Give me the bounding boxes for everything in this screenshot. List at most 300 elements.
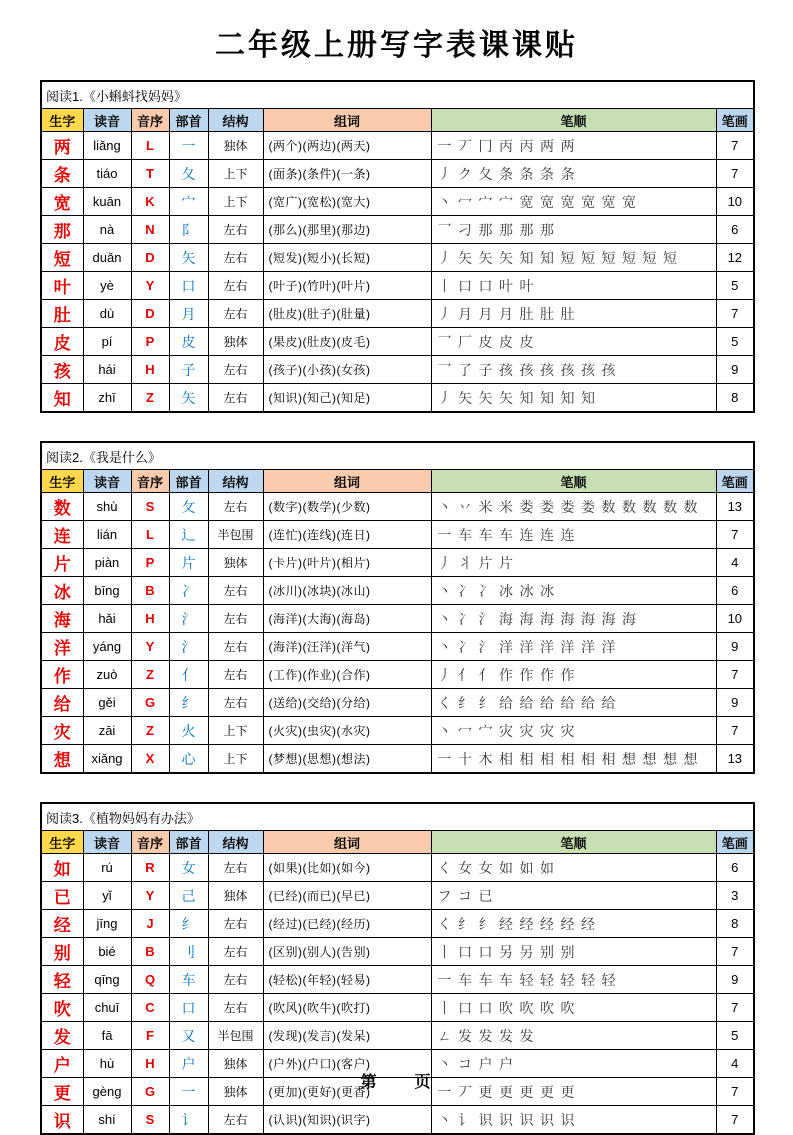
cell-words: (冰川)(冰块)(冰山) [263,577,431,605]
cell-radical: 女 [169,854,208,882]
cell-radical: 口 [169,272,208,300]
cell-radical: 氵 [169,633,208,661]
cell-count: 9 [716,356,754,384]
cell-initial: J [131,910,169,938]
cell-count: 7 [716,160,754,188]
cell-pinyin: hǎi [83,605,131,633]
cell-radical: 户 [169,1050,208,1078]
cell-radical: 纟 [169,689,208,717]
cell-words: (叶子)(竹叶)(叶片) [263,272,431,300]
cell-words: (火灾)(虫灾)(水灾) [263,717,431,745]
cell-count: 9 [716,966,754,994]
cell-structure: 左右 [208,272,263,300]
cell-char: 海 [41,605,83,633]
cell-strokes: 丶 コ 户 户 [431,1050,716,1078]
col-header-words: 组词 [263,109,431,132]
cell-radical: 子 [169,356,208,384]
table-row [41,605,754,633]
table-row [41,910,754,938]
cell-structure: 左右 [208,938,263,966]
table-row [41,132,754,160]
col-header-char: 生字 [41,109,83,132]
cell-count: 7 [716,717,754,745]
cell-radical: 攵 [169,493,208,521]
cell-initial: Y [131,633,169,661]
cell-radical: 纟 [169,910,208,938]
cell-initial: Z [131,717,169,745]
cell-strokes: 丨 口 口 吹 吹 吹 吹 [431,994,716,1022]
cell-count: 8 [716,384,754,413]
cell-count: 10 [716,188,754,216]
cell-char: 宽 [41,188,83,216]
cell-strokes: く 纟 纟 经 经 经 经 经 [431,910,716,938]
cell-words: (宽广)(宽松)(宽大) [263,188,431,216]
cell-strokes: 丿 ク 夂 条 条 条 条 [431,160,716,188]
cell-structure: 左右 [208,605,263,633]
table-row [41,549,754,577]
cell-structure: 上下 [208,160,263,188]
table-row [41,854,754,882]
cell-words: (面条)(条件)(一条) [263,160,431,188]
cell-radical: 月 [169,300,208,328]
cell-strokes: 乛 厂 皮 皮 皮 [431,328,716,356]
cell-initial: B [131,577,169,605]
cell-words: (认识)(知识)(识字) [263,1106,431,1135]
cell-structure: 左右 [208,910,263,938]
cell-words: (短发)(短小)(长短) [263,244,431,272]
page-title: 二年级上册写字表课课贴 [215,29,578,62]
cell-strokes: 丶 冖 宀 宀 宽 宽 宽 宽 宽 宽 [431,188,716,216]
table-row [41,1022,754,1050]
cell-structure: 左右 [208,661,263,689]
cell-pinyin: xiǎng [83,745,131,774]
cell-initial: Z [131,384,169,413]
cell-strokes: 丶 丷 米 米 娄 娄 娄 娄 数 数 数 数 数 [431,493,716,521]
cell-structure: 左右 [208,493,263,521]
cell-pinyin: yè [83,272,131,300]
cell-structure: 左右 [208,216,263,244]
cell-pinyin: kuān [83,188,131,216]
cell-structure: 左右 [208,689,263,717]
cell-radical: 己 [169,882,208,910]
cell-strokes: 丿 亻 亻 作 作 作 作 [431,661,716,689]
tables-container [0,80,793,1135]
cell-words: (吹风)(吹牛)(吹打) [263,994,431,1022]
cell-char: 孩 [41,356,83,384]
cell-words: (知识)(知己)(知足) [263,384,431,413]
cell-words: (那么)(那里)(那边) [263,216,431,244]
caption-row [41,81,754,109]
cell-initial: F [131,1022,169,1050]
cell-pinyin: zāi [83,717,131,745]
col-header-count: 笔画 [716,831,754,854]
cell-radical: 一 [169,132,208,160]
col-header-strokes: 笔顺 [431,831,716,854]
cell-pinyin: jīng [83,910,131,938]
col-header-structure: 结构 [208,109,263,132]
cell-structure: 左右 [208,244,263,272]
cell-strokes: 丿 丬 片 片 [431,549,716,577]
cell-radical: 阝 [169,216,208,244]
cell-words: (肚皮)(肚子)(肚量) [263,300,431,328]
caption-row [41,803,754,831]
cell-structure: 上下 [208,188,263,216]
cell-strokes: 丿 矢 矢 矢 知 知 短 短 短 短 短 短 [431,244,716,272]
cell-count: 7 [716,300,754,328]
table-row [41,216,754,244]
cell-radical: 一 [169,1078,208,1106]
cell-strokes: 乛 刁 那 那 那 那 [431,216,716,244]
cell-structure: 左右 [208,633,263,661]
cell-count: 6 [716,216,754,244]
cell-initial: H [131,356,169,384]
cell-pinyin: rú [83,854,131,882]
cell-initial: P [131,328,169,356]
cell-count: 7 [716,1078,754,1106]
cell-structure: 上下 [208,717,263,745]
cell-pinyin: qīng [83,966,131,994]
header-row [41,470,754,493]
cell-strokes: フ コ 已 [431,882,716,910]
cell-words: (户外)(户口)(客户) [263,1050,431,1078]
cell-char: 肚 [41,300,83,328]
table-row [41,300,754,328]
col-header-pinyin: 读音 [83,109,131,132]
cell-char: 数 [41,493,83,521]
cell-strokes: ㄥ 发 发 发 发 [431,1022,716,1050]
cell-count: 7 [716,521,754,549]
cell-radical: 火 [169,717,208,745]
cell-pinyin: bīng [83,577,131,605]
col-header-structure: 结构 [208,470,263,493]
cell-char: 作 [41,661,83,689]
cell-structure: 左右 [208,300,263,328]
cell-words: (梦想)(思想)(想法) [263,745,431,774]
col-header-pinyin: 读音 [83,470,131,493]
cell-structure: 独体 [208,549,263,577]
caption-row [41,442,754,470]
cell-structure: 半包围 [208,1022,263,1050]
cell-char: 已 [41,882,83,910]
cell-count: 9 [716,633,754,661]
cell-pinyin: yáng [83,633,131,661]
table-row [41,938,754,966]
cell-structure: 独体 [208,882,263,910]
cell-char: 知 [41,384,83,413]
cell-structure: 独体 [208,328,263,356]
cell-strokes: 一 车 车 车 连 连 连 [431,521,716,549]
col-header-char: 生字 [41,831,83,854]
cell-initial: T [131,160,169,188]
cell-count: 4 [716,549,754,577]
cell-count: 6 [716,854,754,882]
cell-count: 4 [716,1050,754,1078]
table-caption: 阅读3.《植物妈妈有办法》 [41,803,754,831]
cell-initial: R [131,854,169,882]
cell-count: 5 [716,1022,754,1050]
cell-structure: 左右 [208,384,263,413]
col-header-pinyin: 读音 [83,831,131,854]
cell-char: 灾 [41,717,83,745]
cell-pinyin: gèng [83,1078,131,1106]
table-caption: 阅读1.《小蝌蚪找妈妈》 [41,81,754,109]
table-row [41,966,754,994]
cell-count: 5 [716,328,754,356]
col-header-words: 组词 [263,470,431,493]
cell-pinyin: lián [83,521,131,549]
cell-radical: 矢 [169,244,208,272]
cell-strokes: く 纟 纟 给 给 给 给 给 给 [431,689,716,717]
cell-words: (更加)(更好)(更香) [263,1078,431,1106]
cell-initial: K [131,188,169,216]
cell-initial: Y [131,272,169,300]
cell-char: 想 [41,745,83,774]
cell-words: (海洋)(大海)(海岛) [263,605,431,633]
col-header-strokes: 笔顺 [431,470,716,493]
cell-count: 10 [716,605,754,633]
col-header-count: 笔画 [716,109,754,132]
col-header-strokes: 笔顺 [431,109,716,132]
table-row [41,521,754,549]
cell-initial: H [131,605,169,633]
header-row [41,831,754,854]
cell-char: 叶 [41,272,83,300]
reading-table-1 [40,80,755,413]
cell-initial: S [131,493,169,521]
cell-pinyin: gěi [83,689,131,717]
cell-count: 3 [716,882,754,910]
cell-words: (果皮)(肚皮)(皮毛) [263,328,431,356]
cell-words: (数字)(数学)(少数) [263,493,431,521]
cell-radical: 氵 [169,605,208,633]
table-row [41,689,754,717]
cell-count: 12 [716,244,754,272]
cell-words: (孩子)(小孩)(女孩) [263,356,431,384]
cell-strokes: 一 丆 冂 丙 丙 两 两 [431,132,716,160]
cell-count: 7 [716,994,754,1022]
cell-strokes: 丶 冫 氵 海 海 海 海 海 海 海 [431,605,716,633]
cell-strokes: 丿 矢 矢 矢 知 知 知 知 [431,384,716,413]
cell-strokes: く 女 女 如 如 如 [431,854,716,882]
cell-count: 7 [716,661,754,689]
col-header-radical: 部首 [169,109,208,132]
cell-char: 给 [41,689,83,717]
table-row [41,160,754,188]
cell-pinyin: bié [83,938,131,966]
cell-structure: 左右 [208,966,263,994]
cell-structure: 左右 [208,577,263,605]
cell-count: 7 [716,938,754,966]
cell-initial: Z [131,661,169,689]
cell-pinyin: hù [83,1050,131,1078]
cell-structure: 半包围 [208,521,263,549]
cell-pinyin: fā [83,1022,131,1050]
cell-char: 户 [41,1050,83,1078]
cell-initial: L [131,132,169,160]
cell-initial: H [131,1050,169,1078]
table-row [41,882,754,910]
cell-words: (经过)(已经)(经历) [263,910,431,938]
cell-initial: P [131,549,169,577]
cell-structure: 独体 [208,1078,263,1106]
header-row [41,109,754,132]
cell-pinyin: duǎn [83,244,131,272]
cell-count: 5 [716,272,754,300]
table-row [41,661,754,689]
cell-char: 片 [41,549,83,577]
table-row [41,633,754,661]
cell-radical: 矢 [169,384,208,413]
cell-strokes: 丨 口 口 叶 叶 [431,272,716,300]
cell-radical: 冫 [169,577,208,605]
cell-pinyin: zuò [83,661,131,689]
col-header-radical: 部首 [169,470,208,493]
cell-char: 发 [41,1022,83,1050]
cell-pinyin: zhī [83,384,131,413]
cell-initial: N [131,216,169,244]
cell-pinyin: shù [83,493,131,521]
cell-words: (两个)(两边)(两天) [263,132,431,160]
cell-initial: D [131,300,169,328]
table-row [41,493,754,521]
cell-pinyin: yǐ [83,882,131,910]
cell-radical: 夂 [169,160,208,188]
cell-radical: 辶 [169,521,208,549]
cell-count: 7 [716,1106,754,1135]
table-row [41,244,754,272]
cell-pinyin: liǎng [83,132,131,160]
cell-structure: 左右 [208,994,263,1022]
cell-structure: 上下 [208,745,263,774]
cell-pinyin: dù [83,300,131,328]
cell-char: 两 [41,132,83,160]
cell-words: (连忙)(连线)(连日) [263,521,431,549]
cell-words: (卡片)(叶片)(相片) [263,549,431,577]
cell-char: 如 [41,854,83,882]
cell-radical: 片 [169,549,208,577]
cell-count: 6 [716,577,754,605]
cell-char: 洋 [41,633,83,661]
cell-strokes: 乛 了 子 孩 孩 孩 孩 孩 孩 [431,356,716,384]
cell-initial: X [131,745,169,774]
col-header-words: 组词 [263,831,431,854]
cell-words: (工作)(作业)(合作) [263,661,431,689]
cell-count: 8 [716,910,754,938]
cell-strokes: 丨 口 口 另 另 别 别 [431,938,716,966]
cell-initial: G [131,689,169,717]
cell-count: 9 [716,689,754,717]
cell-radical: 刂 [169,938,208,966]
table-row [41,384,754,413]
cell-initial: L [131,521,169,549]
cell-strokes: 丶 冖 宀 灾 灾 灾 灾 [431,717,716,745]
col-header-initial: 音序 [131,109,169,132]
cell-initial: D [131,244,169,272]
cell-char: 更 [41,1078,83,1106]
cell-char: 吹 [41,994,83,1022]
cell-words: (轻松)(年轻)(轻易) [263,966,431,994]
cell-char: 识 [41,1106,83,1135]
cell-char: 连 [41,521,83,549]
cell-pinyin: pí [83,328,131,356]
cell-strokes: 丶 冫 氵 洋 洋 洋 洋 洋 洋 [431,633,716,661]
cell-radical: 皮 [169,328,208,356]
cell-char: 经 [41,910,83,938]
cell-char: 短 [41,244,83,272]
reading-table-2 [40,441,755,774]
table-row [41,1106,754,1135]
cell-char: 冰 [41,577,83,605]
cell-strokes: 一 车 车 车 轻 轻 轻 轻 轻 [431,966,716,994]
cell-initial: C [131,994,169,1022]
cell-char: 别 [41,938,83,966]
cell-structure: 左右 [208,1106,263,1135]
col-header-structure: 结构 [208,831,263,854]
cell-pinyin: shí [83,1106,131,1135]
cell-words: (区别)(别人)(告别) [263,938,431,966]
col-header-initial: 音序 [131,470,169,493]
cell-count: 13 [716,745,754,774]
table-row [41,994,754,1022]
table-caption: 阅读2.《我是什么》 [41,442,754,470]
cell-char: 那 [41,216,83,244]
cell-count: 7 [716,132,754,160]
cell-char: 条 [41,160,83,188]
cell-words: (发现)(发言)(发呆) [263,1022,431,1050]
cell-pinyin: piàn [83,549,131,577]
cell-initial: G [131,1078,169,1106]
cell-pinyin: chuī [83,994,131,1022]
table-row [41,577,754,605]
cell-strokes: 丿 月 月 月 肚 肚 肚 [431,300,716,328]
cell-strokes: 一 丆 更 更 更 更 更 [431,1078,716,1106]
cell-radical: 车 [169,966,208,994]
cell-initial: B [131,938,169,966]
table-row [41,745,754,774]
cell-words: (已经)(而已)(早已) [263,882,431,910]
cell-radical: 心 [169,745,208,774]
page-footer: 第 页 [360,1074,433,1091]
cell-char: 轻 [41,966,83,994]
col-header-char: 生字 [41,470,83,493]
cell-strokes: 一 十 木 相 相 相 相 相 相 想 想 想 想 [431,745,716,774]
cell-structure: 独体 [208,132,263,160]
cell-words: (如果)(比如)(如今) [263,854,431,882]
cell-char: 皮 [41,328,83,356]
cell-initial: Y [131,882,169,910]
cell-words: (海洋)(汪洋)(洋气) [263,633,431,661]
cell-radical: 又 [169,1022,208,1050]
cell-radical: 口 [169,994,208,1022]
cell-words: (送给)(交给)(分给) [263,689,431,717]
cell-count: 13 [716,493,754,521]
cell-radical: 讠 [169,1106,208,1135]
col-header-radical: 部首 [169,831,208,854]
cell-pinyin: tiáo [83,160,131,188]
cell-initial: S [131,1106,169,1135]
table-row [41,188,754,216]
cell-initial: Q [131,966,169,994]
table-row [41,717,754,745]
col-header-initial: 音序 [131,831,169,854]
table-row [41,356,754,384]
cell-strokes: 丶 冫 冫 冰 冰 冰 [431,577,716,605]
cell-structure: 独体 [208,1050,263,1078]
cell-strokes: 丶 讠 识 识 识 识 识 [431,1106,716,1135]
table-row [41,272,754,300]
cell-pinyin: hái [83,356,131,384]
cell-pinyin: nà [83,216,131,244]
